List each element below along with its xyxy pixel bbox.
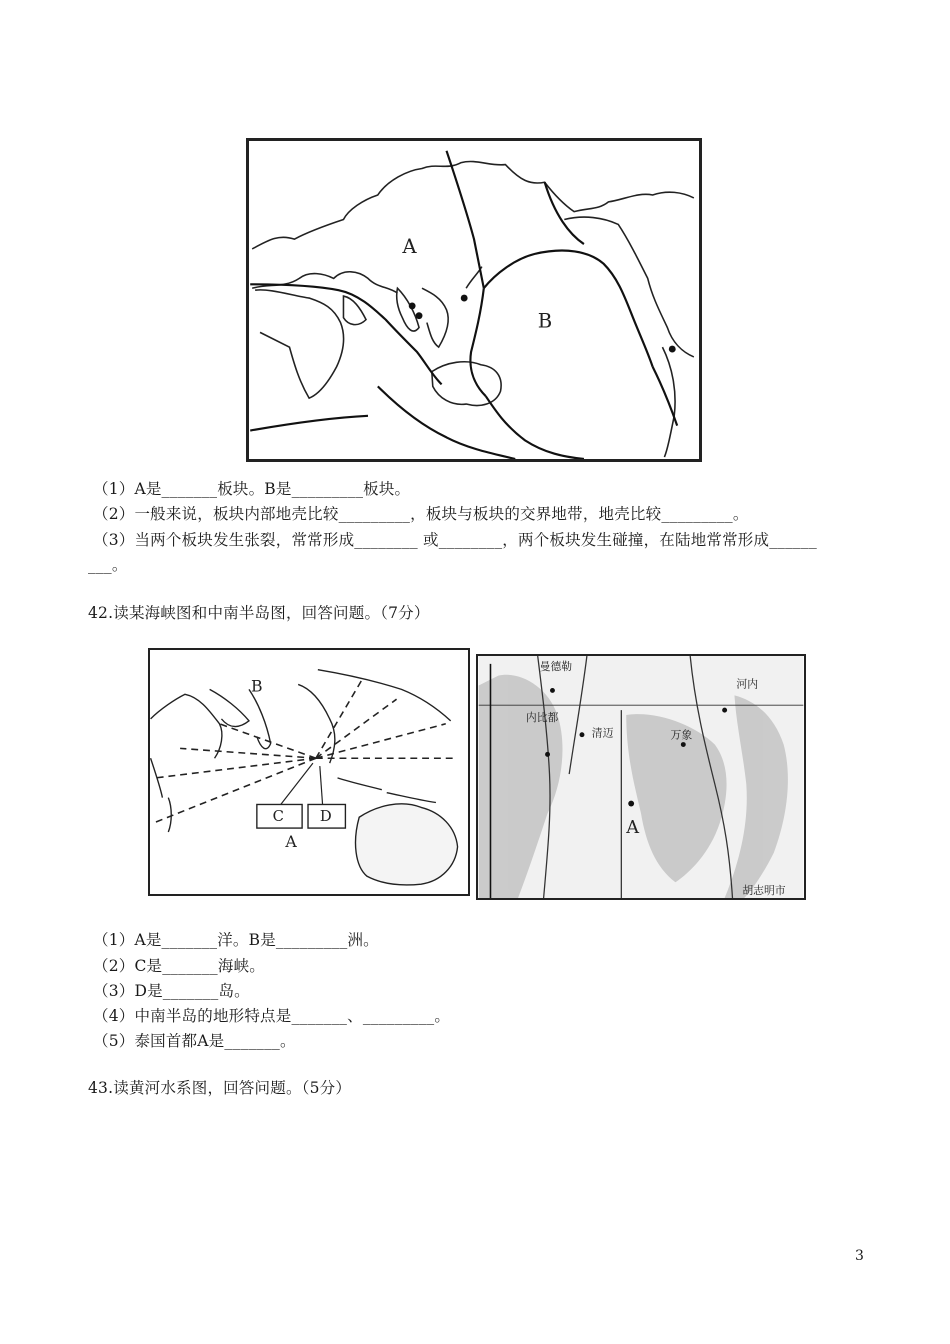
boundary-3 xyxy=(484,251,653,367)
q42-item-2: （2）C是_______海峡。 xyxy=(93,957,265,975)
q41-line-1: （1）A是_______板块。B是_________板块。 xyxy=(93,480,411,498)
indonesia-1 xyxy=(338,778,382,790)
arabian-peninsula xyxy=(210,689,249,726)
capital-a-label: A xyxy=(626,818,640,839)
place-vientiane: 万象 xyxy=(670,728,693,742)
australia-shape xyxy=(356,804,458,885)
europe-south xyxy=(252,272,397,293)
madagascar xyxy=(168,798,171,832)
q42-item-5: （5）泰国首都A是_______。 xyxy=(93,1032,296,1050)
place-hanoi: 河内 xyxy=(736,677,759,691)
indochina-map-drawing xyxy=(478,656,804,898)
ocean-a-label: A xyxy=(285,831,297,851)
q42-title: 42.读某海峡图和中南半岛图，回答问题。（7分） xyxy=(88,604,430,622)
boundary-4 xyxy=(470,288,485,396)
place-mandalay: 曼德勒 xyxy=(539,659,573,673)
boundary-5 xyxy=(486,396,584,459)
page-number: 3 xyxy=(855,1248,864,1264)
india-coast xyxy=(249,689,271,748)
plate-map-drawing xyxy=(249,141,699,459)
q42-item-4: （4）中南半岛的地形特点是_______、_________。 xyxy=(93,1007,451,1025)
strait-map-drawing xyxy=(150,650,468,894)
se-asia xyxy=(422,288,448,347)
q41-line-3: （3）当两个板块发生张裂，常常形成________ 或________，两个板块发生碰撞，在陆地常常形成______ xyxy=(93,531,817,549)
q42-item-3: （3）D是_______岛。 xyxy=(93,982,250,1000)
plate-map xyxy=(246,138,702,462)
place-naypyidaw: 内比都 xyxy=(525,710,559,724)
island-d-label: D xyxy=(319,808,332,826)
boundary-1 xyxy=(250,284,441,384)
boundary-8 xyxy=(653,367,678,426)
africa-coast xyxy=(255,290,344,398)
q41-line-2: （2）一般来说，板块内部地壳比较_________，板块与板块的交界地带，地壳比较_________。 xyxy=(93,505,749,523)
north-america xyxy=(564,217,694,357)
strait-c-label: C xyxy=(272,808,284,826)
indonesia-2 xyxy=(387,793,436,803)
boundary-9 xyxy=(545,182,584,244)
q41-line-4: ___。 xyxy=(88,556,128,574)
boundary-7 xyxy=(250,416,368,431)
strait-map xyxy=(148,648,470,896)
place-hcmc: 胡志明市 xyxy=(742,884,786,898)
india xyxy=(397,288,419,331)
plate-b-label: B xyxy=(537,309,553,333)
se-asia-coast xyxy=(298,684,335,763)
boundary-6 xyxy=(378,386,515,459)
continent-b-label: B xyxy=(250,676,263,696)
place-chiangmai: 清迈 xyxy=(591,726,614,740)
plate-a-label: A xyxy=(402,234,417,258)
q43-title: 43.读黄河水系图，回答问题。（5分） xyxy=(88,1079,352,1097)
q42-item-1: （1）A是_______洋。B是_________洲。 xyxy=(93,931,379,949)
indochina-map xyxy=(476,654,806,900)
china-coast xyxy=(318,670,451,721)
boundary-2 xyxy=(447,151,484,288)
